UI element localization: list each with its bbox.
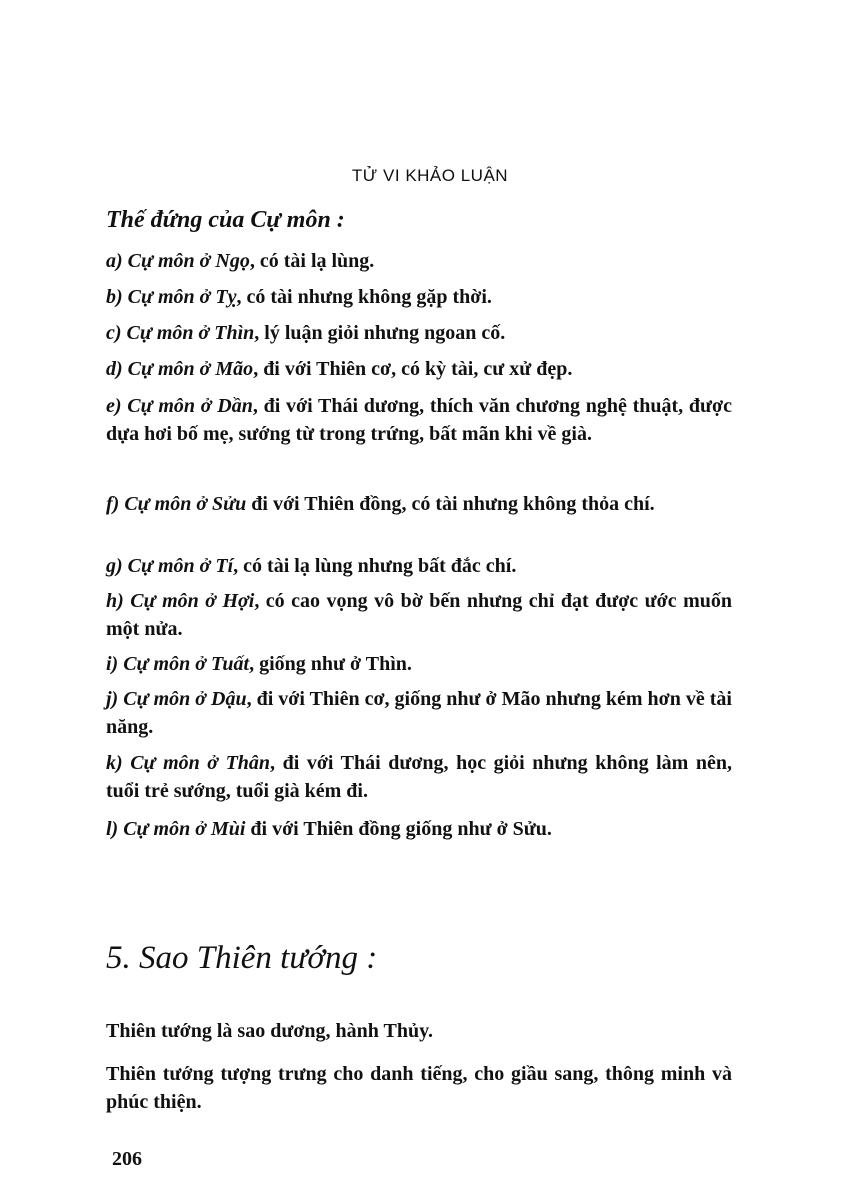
list-item: i) Cự môn ở Tuất, giống như ở Thìn. <box>106 653 412 675</box>
list-item: b) Cự môn ở Tỵ, có tài nhưng không gặp thời. <box>106 286 492 308</box>
page-number: 206 <box>112 1148 142 1170</box>
running-head: TỬ VI KHẢO LUẬN <box>351 166 509 185</box>
list-item: h) Cự môn ở Hợi, có cao vọng vô bờ bến nhưng chỉ đạt được ước muốn một nửa. <box>106 590 732 640</box>
list-item: l) Cự môn ở Mùi đi với Thiên đồng giống như ở Sửu. <box>106 818 552 840</box>
section-title: 5. Sao Thiên tướng : <box>106 940 378 976</box>
list-item: k) Cự môn ở Thân, đi với Thái dương, học giỏi nhưng không làm nên, tuổi trẻ sướng, tuổi già kém đi. <box>106 752 732 802</box>
list-item: g) Cự môn ở Tí, có tài lạ lùng nhưng bất đắc chí. <box>106 555 517 577</box>
list-item: c) Cự môn ở Thìn, lý luận giỏi nhưng ngoan cố. <box>106 322 506 344</box>
list-item: a) Cự môn ở Ngọ, có tài lạ lùng. <box>106 250 375 272</box>
body-paragraph: Thiên tướng tượng trưng cho danh tiếng, cho giầu sang, thông minh và phúc thiện. <box>106 1063 732 1113</box>
list-item: j) Cự môn ở Dậu, đi với Thiên cơ, giống như ở Mão nhưng kém hơn về tài năng. <box>106 688 732 738</box>
body-paragraph: Thiên tướng là sao dương, hành Thủy. <box>106 1020 434 1042</box>
sub-heading: Thế đứng của Cự môn : <box>106 207 345 233</box>
list-item: e) Cự môn ở Dần, đi với Thái dương, thích văn chương nghệ thuật, được dựa hơi bố mẹ, sướng từ trong trứng, bất mãn khi về già. <box>106 395 733 445</box>
list-item: f) Cự môn ở Sửu đi với Thiên đồng, có tài nhưng không thỏa chí. <box>106 493 655 515</box>
list-item: d) Cự môn ở Mão, đi với Thiên cơ, có kỳ tài, cư xử đẹp. <box>106 358 573 380</box>
